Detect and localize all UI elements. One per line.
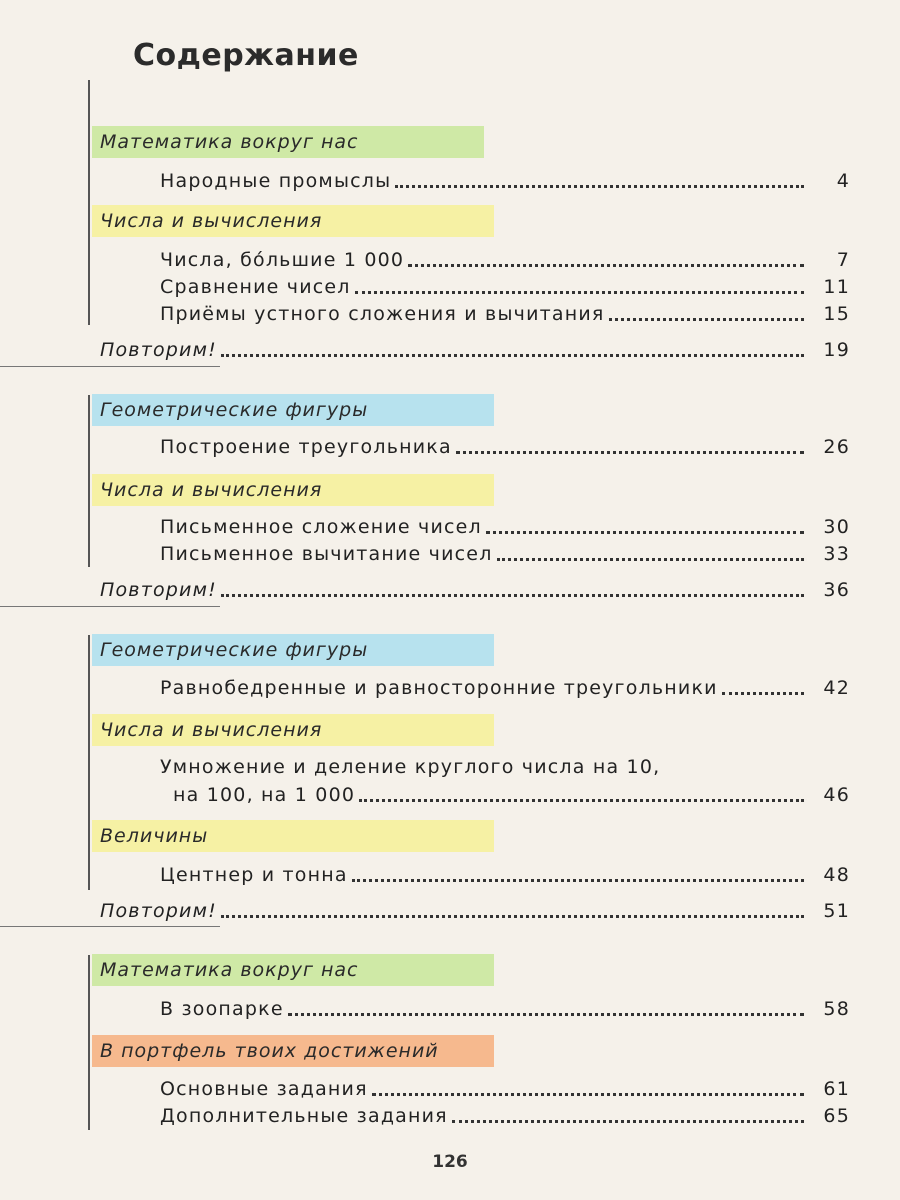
- entry-title: Сравнение чисел: [160, 276, 351, 298]
- section-rule: [88, 635, 90, 890]
- entry-page: 33: [823, 543, 850, 565]
- chapter-heading[interactable]: Геометрические фигуры: [92, 394, 494, 426]
- entry-title: Центнер и тонна: [160, 864, 348, 886]
- dot-leader: [395, 184, 804, 188]
- entry-page: 36: [823, 579, 850, 601]
- toc-entry[interactable]: [160, 994, 850, 1020]
- chapter-heading[interactable]: Величины: [92, 820, 494, 852]
- entry-page: 30: [823, 516, 850, 538]
- dot-leader: [355, 290, 804, 294]
- entry-page: 42: [823, 677, 850, 699]
- toc-entry[interactable]: [160, 166, 850, 192]
- entry-page: 65: [823, 1105, 850, 1127]
- entry-title: на 100, на 1 000: [173, 784, 356, 806]
- entry-title: Приёмы устного сложения и вычитания: [160, 303, 605, 325]
- section-rule: [88, 955, 90, 1130]
- entry-page: 51: [823, 900, 850, 922]
- dot-leader: [486, 530, 804, 534]
- entry-page: 26: [823, 436, 850, 458]
- chapter-heading[interactable]: Числа и вычисления: [92, 714, 494, 746]
- chapter-heading[interactable]: Числа и вычисления: [92, 205, 494, 237]
- chapter-heading[interactable]: Геометрические фигуры: [92, 634, 494, 666]
- toc-entry[interactable]: [160, 1074, 850, 1100]
- chapter-heading[interactable]: В портфель твоих достижений: [92, 1035, 494, 1067]
- section-divider: [0, 926, 220, 927]
- entry-page: 46: [823, 784, 850, 806]
- review-entry[interactable]: [100, 575, 850, 601]
- entry-title: Письменное вычитание чисел: [160, 543, 493, 565]
- entry-title: Народные промыслы: [160, 170, 392, 192]
- toc-entry[interactable]: [160, 299, 850, 325]
- entry-title: Равнобедренные и равносторонние треугольники: [160, 677, 718, 699]
- section-rule: [88, 80, 90, 325]
- toc-entry[interactable]: [160, 673, 850, 699]
- entry-title: Числа, бо́льшие 1 000: [160, 249, 405, 271]
- entry-page: 4: [836, 170, 850, 192]
- dot-leader: [722, 691, 804, 695]
- entry-title: Повторим!: [100, 900, 217, 922]
- chapter-heading[interactable]: Числа и вычисления: [92, 474, 494, 506]
- dot-leader: [408, 263, 804, 267]
- chapter-heading[interactable]: Математика вокруг нас: [92, 954, 494, 986]
- review-entry[interactable]: [100, 335, 850, 361]
- toc-entry[interactable]: [160, 512, 850, 538]
- toc-entry[interactable]: [160, 245, 850, 271]
- entry-title: Повторим!: [100, 579, 217, 601]
- page-title: Содержание: [133, 38, 359, 73]
- entry-title: В зоопарке: [160, 998, 284, 1020]
- dot-leader: [359, 798, 804, 802]
- toc-entry[interactable]: [160, 860, 850, 886]
- toc-entry[interactable]: [160, 432, 850, 458]
- entry-title: Письменное сложение чисел: [160, 516, 482, 538]
- entry-page: 58: [823, 998, 850, 1020]
- entry-page: 48: [823, 864, 850, 886]
- page-number: 126: [432, 1152, 468, 1172]
- dot-leader: [456, 450, 804, 454]
- toc-entry[interactable]: [160, 539, 850, 565]
- review-entry[interactable]: [100, 896, 850, 922]
- entry-page: 19: [823, 339, 850, 361]
- dot-leader: [372, 1092, 804, 1096]
- dot-leader: [497, 557, 804, 561]
- dot-leader: [221, 353, 804, 357]
- toc-entry[interactable]: [160, 1101, 850, 1127]
- entry-page: 11: [823, 276, 850, 298]
- dot-leader: [609, 317, 804, 321]
- entry-title: Построение треугольника: [160, 436, 452, 458]
- section-rule: [88, 395, 90, 567]
- dot-leader: [221, 593, 804, 597]
- toc-entry[interactable]: [160, 272, 850, 298]
- entry-page: 7: [836, 249, 850, 271]
- section-divider: [0, 366, 220, 367]
- dot-leader: [288, 1012, 804, 1016]
- toc-entry[interactable]: [173, 780, 850, 806]
- chapter-heading[interactable]: Математика вокруг нас: [92, 126, 484, 158]
- entry-title-line1: Умножение и деление круглого числа на 10,: [160, 756, 661, 778]
- dot-leader: [452, 1119, 804, 1123]
- entry-page: 61: [823, 1078, 850, 1100]
- dot-leader: [221, 914, 804, 918]
- dot-leader: [352, 878, 804, 882]
- section-divider: [0, 606, 220, 607]
- entry-title: Основные задания: [160, 1078, 368, 1100]
- entry-title: Повторим!: [100, 339, 217, 361]
- entry-title: Дополнительные задания: [160, 1105, 448, 1127]
- entry-page: 15: [823, 303, 850, 325]
